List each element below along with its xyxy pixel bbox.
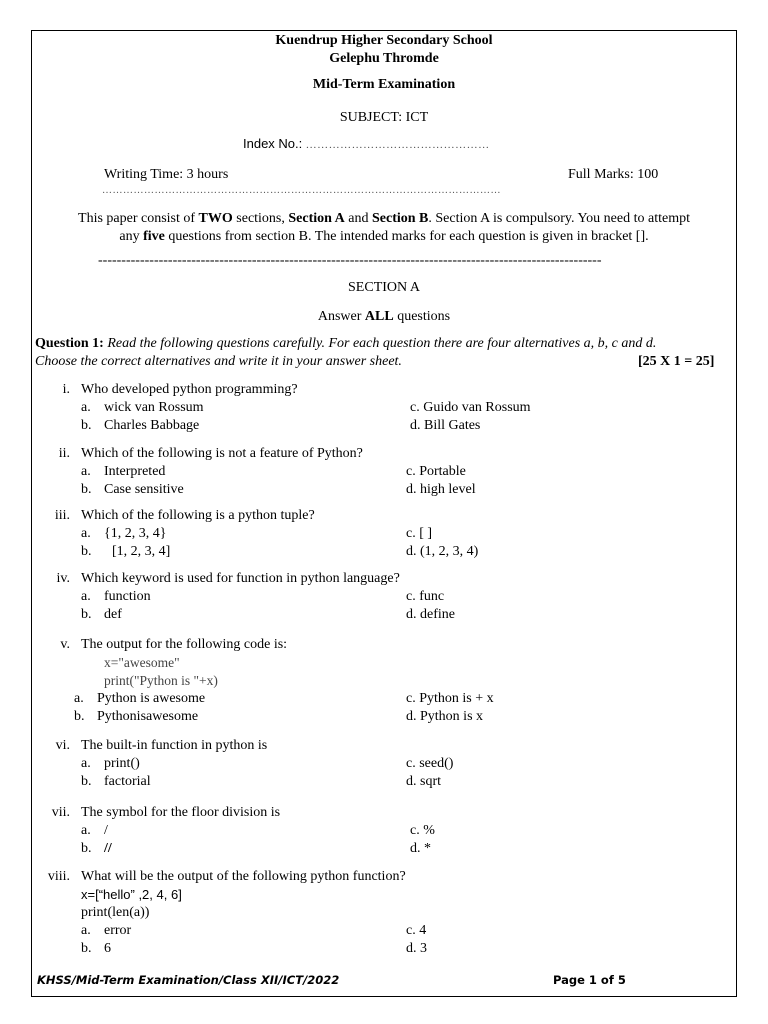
q3-number: iii. (54, 508, 70, 523)
q1-option-c: c. Guido van Rossum (410, 400, 531, 415)
q3-option-a-label: a. (81, 526, 91, 541)
index-label: Index No.: (243, 136, 303, 151)
exam-title: Mid-Term Examination (312, 77, 456, 92)
q6-option-b: factorial (104, 774, 151, 789)
q8-code-line-2: print(len(a)) (81, 905, 150, 920)
q7-option-b-label: b. (81, 841, 92, 856)
answer-instruction: Answer ALL questions (317, 309, 451, 324)
q3-option-b: [1, 2, 3, 4] (112, 544, 171, 559)
question1-line-1: Question 1: Read the following questions carefully. For each question there are four alternatives a, b, c and d. (35, 336, 657, 351)
q4-number: iv. (56, 571, 70, 586)
q3-option-d: d. (1, 2, 3, 4) (406, 544, 479, 559)
page-number: Page 1 of 5 (553, 973, 626, 987)
q5-text: The output for the following code is: (81, 637, 288, 652)
q4-option-c: c. func (406, 589, 445, 604)
q1-option-b-label: b. (81, 418, 92, 433)
q2-number: ii. (58, 446, 70, 461)
q7-number: vii. (51, 805, 70, 820)
q5-option-c: c. Python is + x (406, 691, 494, 706)
school-location: Gelephu Thromde (329, 51, 439, 66)
q6-number: vi. (55, 738, 70, 753)
dotted-divider: …………………………………………………………………………………………………… (102, 185, 501, 196)
q2-text: Which of the following is not a feature of Python? (81, 446, 363, 461)
q4-option-b: def (104, 607, 122, 622)
q4-text: Which keyword is used for function in python language? (81, 571, 400, 586)
q1-text: Who developed python programming? (81, 382, 298, 397)
q6-text: The built-in function in python is (81, 738, 268, 753)
question1-marks: [25 X 1 = 25] (638, 354, 715, 369)
q2-option-b-label: b. (81, 482, 92, 497)
full-marks: Full Marks: 100 (568, 167, 659, 182)
q2-option-b: Case sensitive (104, 482, 184, 497)
q7-option-d: d. * (410, 841, 431, 856)
q8-number: viii. (47, 869, 70, 884)
q8-option-b: 6 (104, 941, 111, 956)
dashed-divider: ------------------------------------------------------------------------------------------------------------ (98, 253, 602, 268)
q6-option-c: c. seed() (406, 756, 454, 771)
q8-text: What will be the output of the following python function? (81, 869, 406, 884)
q5-option-b-label: b. (74, 709, 85, 724)
q6-option-b-label: b. (81, 774, 92, 789)
q7-option-a: / (104, 823, 108, 838)
q7-text: The symbol for the floor division is (81, 805, 281, 820)
q8-option-d: d. 3 (406, 941, 427, 956)
q2-option-a: Interpreted (104, 464, 166, 479)
q8-option-b-label: b. (81, 941, 92, 956)
q8-code-line-1: x=[“hello” ,2, 4, 6] (81, 887, 182, 902)
q3-option-b-label: b. (81, 544, 92, 559)
q1-option-b: Charles Babbage (104, 418, 200, 433)
q3-text: Which of the following is a python tuple? (81, 508, 315, 523)
q4-option-b-label: b. (81, 607, 92, 622)
q2-option-d: d. high level (406, 482, 476, 497)
index-number-field (243, 136, 490, 152)
q8-option-a: error (104, 923, 132, 938)
q5-option-d: d. Python is x (406, 709, 484, 724)
index-dots: ………………………………………… (305, 139, 490, 151)
q6-option-d: d. sqrt (406, 774, 441, 789)
q5-code-line-1: x="awesome" (104, 655, 180, 670)
q1-option-d: d. Bill Gates (410, 418, 481, 433)
q7-option-c: c. % (410, 823, 435, 838)
q3-option-a: {1, 2, 3, 4} (104, 526, 167, 541)
q5-number: v. (60, 637, 70, 652)
q5-option-a: Python is awesome (97, 691, 206, 706)
q4-option-a: function (104, 589, 151, 604)
q5-option-b: Pythonisawesome (97, 709, 199, 724)
q8-option-a-label: a. (81, 923, 91, 938)
q5-option-a-label: a. (74, 691, 84, 706)
q6-option-a: print() (104, 756, 140, 771)
subject-line: SUBJECT: ICT (339, 110, 429, 125)
question1-line-2: Choose the correct alternatives and write it in your answer sheet. (35, 354, 402, 369)
q2-option-a-label: a. (81, 464, 91, 479)
intro-line-2: any five questions from section B. The intended marks for each question is given in bracket []. (119, 229, 649, 244)
q6-option-a-label: a. (81, 756, 91, 771)
q1-number: i. (62, 382, 70, 397)
intro-line-1: This paper consist of TWO sections, Section A and Section B. Section A is compulsory. You need to attempt (78, 211, 690, 226)
section-title: SECTION A (348, 280, 420, 295)
q2-option-c: c. Portable (406, 464, 466, 479)
q8-option-c: c. 4 (406, 923, 427, 938)
school-name: Kuendrup Higher Secondary School (275, 33, 493, 48)
q7-option-a-label: a. (81, 823, 91, 838)
q4-option-a-label: a. (81, 589, 91, 604)
q3-option-c: c. [ ] (406, 526, 433, 541)
q1-option-a-label: a. (81, 400, 91, 415)
q1-option-a: wick van Rossum (104, 400, 204, 415)
footer-reference: KHSS/Mid-Term Examination/Class XII/ICT/2022 (37, 973, 340, 987)
q5-code-line-2: print("Python is "+x) (104, 673, 218, 688)
q4-option-d: d. define (406, 607, 455, 622)
writing-time: Writing Time: 3 hours (104, 167, 229, 182)
q7-option-b: // (104, 841, 112, 856)
